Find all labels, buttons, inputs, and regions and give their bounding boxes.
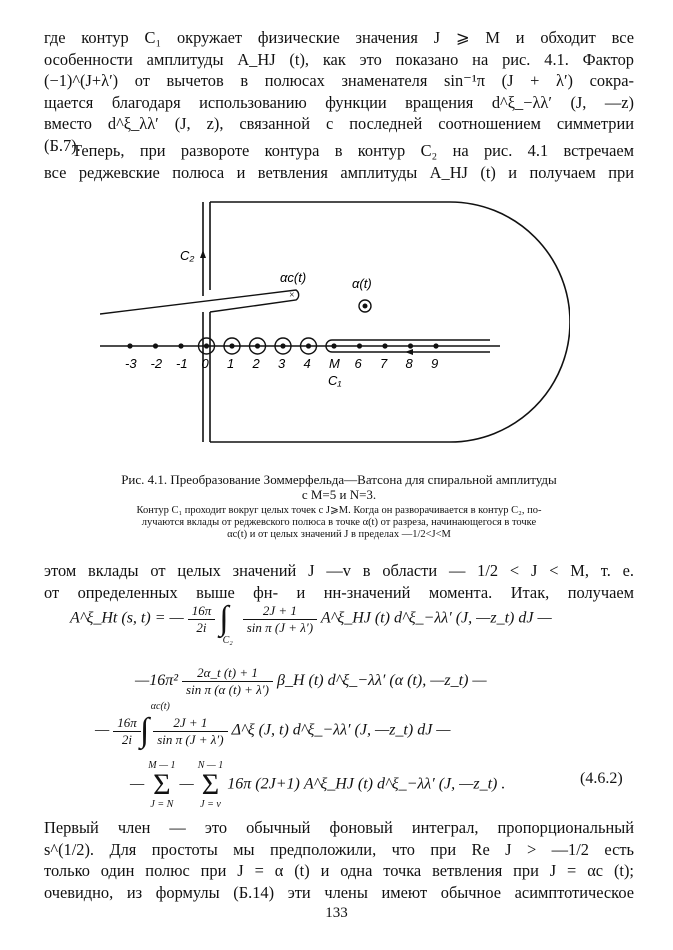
axis-points — [125, 338, 439, 371]
pole-dot — [363, 304, 368, 309]
axis-point — [255, 343, 260, 348]
paragraph-3 — [44, 560, 634, 603]
eq-fraction — [243, 603, 317, 636]
sum-block — [148, 760, 175, 810]
frac-num: 16π — [188, 603, 216, 620]
axis-label: 7 — [380, 356, 388, 371]
caption-title-2: с M=5 и N=3. — [301, 487, 377, 502]
label-c2: C₂ — [180, 248, 195, 263]
axis-label: 9 — [431, 356, 439, 371]
text-line: где контур C₁ окружает физические значения J ⩾ M и обходит все — [44, 28, 634, 47]
frac-num: 2α_t (t) + 1 — [182, 665, 273, 682]
int-sub: C₂ — [222, 634, 233, 646]
eq-tail: 16π (2J+1) A^ξ_HJ (t) d^ξ_−λλ′ (J, —z_t) . — [227, 775, 506, 793]
sum-sub: J = N — [150, 799, 174, 810]
sum-sub: J = v — [200, 799, 221, 810]
axis-point — [229, 343, 234, 348]
paragraph-2 — [44, 140, 634, 183]
int-sup: αc(t) — [150, 700, 170, 712]
axis-label: -2 — [150, 356, 163, 371]
axis-point — [280, 343, 285, 348]
frac-num: 16π — [113, 715, 141, 732]
text-line: щается благодаря использованию функции вращения d^ξ_−λλ′ (J, —z) — [44, 92, 634, 112]
eq-lhs: A^ξ_Ht (s, t) = — — [70, 609, 184, 627]
axis-point — [153, 343, 158, 348]
axis-label: -1 — [176, 356, 188, 371]
axis-point — [331, 343, 336, 348]
note-line: Контур C₁ проходит вокруг целых точек с J⩾M. Когда он разворачивается в контур C₂, по- — [136, 505, 542, 516]
branch-cut — [100, 290, 299, 314]
text-line: особенности амплитуды A_HJ (t), как это показано на рис. 4.1. Фактор — [44, 49, 634, 69]
text-line: очевидно, из формулы (Б.14) эти члены имеют обычное асимптотическое — [44, 882, 634, 902]
equation-line-4: — M — 1 Σ J = N — N — 1 Σ J = v 16π (2J+1) A^ξ_HJ (t) d^ξ_−λλ′ (J, —z_t) . — [130, 760, 506, 810]
axis-label: M — [329, 356, 340, 371]
axis-point — [178, 343, 183, 348]
axis-label: 6 — [354, 356, 362, 371]
page-number: 133 — [325, 905, 348, 921]
figure-caption — [44, 472, 634, 502]
frac-den: sin π (α (t) + λ′) — [186, 682, 269, 697]
eq-fraction — [182, 665, 273, 698]
eq-lead: —16π² — [135, 672, 179, 690]
eq-fraction — [188, 603, 216, 636]
axis-point — [306, 343, 311, 348]
text-line: (Б.7). — [44, 135, 81, 155]
text-line: только один полюс при J = α (t) и одна точка ветвления при J = αc (t); — [44, 861, 634, 880]
label-c1: C₁ — [328, 373, 342, 388]
equation-line-1 — [70, 600, 552, 646]
sum-icon: Σ — [201, 768, 220, 801]
caption-title: Рис. 4.1. Преобразование Зоммерфельда—Ватсона для спиральной амплитуды — [121, 472, 557, 487]
label-alpha: α(t) — [352, 276, 372, 291]
eq-tail: β_H (t) d^ξ_−λλ′ (α (t), —z_t) — — [276, 672, 487, 690]
equation-line-3: — $\frac{16\pi}{2i}$ $^{\alpha c(t)}$∫ $\frac{2J + 1}{\text{sin π (J + λ′)}}$ Δ^ξ (J, t) d^ξ_−λλ′ (J, —z_t) dJ — — [95, 700, 451, 749]
integral-icon: ∫ — [139, 712, 150, 749]
text-line: от определенных выше фн- и нн-значений момента. Итак, получаем — [44, 582, 634, 602]
paragraph-1 — [44, 27, 634, 156]
axis-label: 1 — [227, 356, 235, 371]
frac-den: sin π (J + λ′) — [246, 619, 314, 635]
text-line: вместо d^ξ_λλ′ (J, z), связанной с последней соотношением симметрии — [44, 114, 634, 133]
axis-label: -3 — [125, 356, 137, 371]
equation-line-2 — [135, 665, 487, 698]
equation-number: (4.6.2) — [580, 770, 623, 787]
axis-point — [408, 343, 413, 348]
axis-label: 3 — [278, 356, 286, 371]
axis-point — [204, 343, 209, 348]
eq-fraction — [113, 715, 141, 748]
sum-sup: M — 1 — [148, 760, 176, 771]
text-line: все реджевские полюса и ветвления амплитуды A_HJ (t) и получаем при — [44, 162, 634, 182]
figure-note — [44, 505, 634, 541]
label-alpha-c: αc(t) — [280, 270, 307, 285]
eq-tail: Δ^ξ (J, t) d^ξ_−λλ′ (J, —z_t) dJ — — [231, 721, 451, 739]
axis-point — [382, 343, 387, 348]
axis-label: 2 — [252, 356, 260, 371]
sum-block — [198, 760, 224, 810]
text-line: (−1)^(J+λ′) от вычетов в полюсах знаменателя sin⁻¹π (J + λ′) сокра- — [44, 71, 634, 90]
axis-label: 0 — [201, 356, 209, 371]
note-line: αc(t) и от целых значений J в пределах —1/2<J<M — [227, 529, 451, 540]
frac-den: sin π (J + λ′) — [157, 731, 224, 747]
paragraph-4 — [44, 817, 634, 903]
eq-fraction — [153, 715, 227, 748]
integral-icon: ∫ — [219, 600, 229, 637]
text-line: этом вклады от целых значений J —v в области — 1/2 < J < M, т. е. — [44, 561, 634, 580]
alpha-c-cross-icon: × — [289, 290, 295, 301]
axis-point — [357, 343, 362, 348]
c1-arrow-icon — [405, 349, 413, 355]
frac-den: 2i — [121, 731, 133, 747]
text-line: s^(1/2). Для простоты мы предположили, что при Re J > —1/2 есть — [44, 839, 634, 859]
axis-label: 8 — [405, 356, 413, 371]
c2-arrow-icon — [200, 250, 206, 258]
contour-c2-outer — [210, 202, 570, 442]
axis-point — [433, 343, 438, 348]
frac-num: 2J + 1 — [153, 715, 227, 732]
sum-icon: Σ — [153, 768, 171, 801]
text-line: Первый член — это обычный фоновый интеграл, пропорциональный — [44, 818, 634, 837]
frac-den: 2i — [196, 619, 207, 635]
sum-sup: N — 1 — [197, 760, 224, 771]
axis-label: 4 — [303, 356, 311, 371]
note-line: лучаются вклады от реджевского полюса в точке α(t) от разреза, начинающегося в точке — [141, 517, 537, 528]
frac-num: 2J + 1 — [243, 603, 317, 620]
figure-contour-diagram — [100, 190, 570, 460]
text-line: Теперь, при развороте контура в контур C₂ на рис. 4.1 встречаем — [72, 141, 634, 160]
eq-tail: A^ξ_HJ (t) d^ξ_−λλ′ (J, —z_t) dJ — — [320, 609, 552, 627]
axis-point — [127, 343, 132, 348]
